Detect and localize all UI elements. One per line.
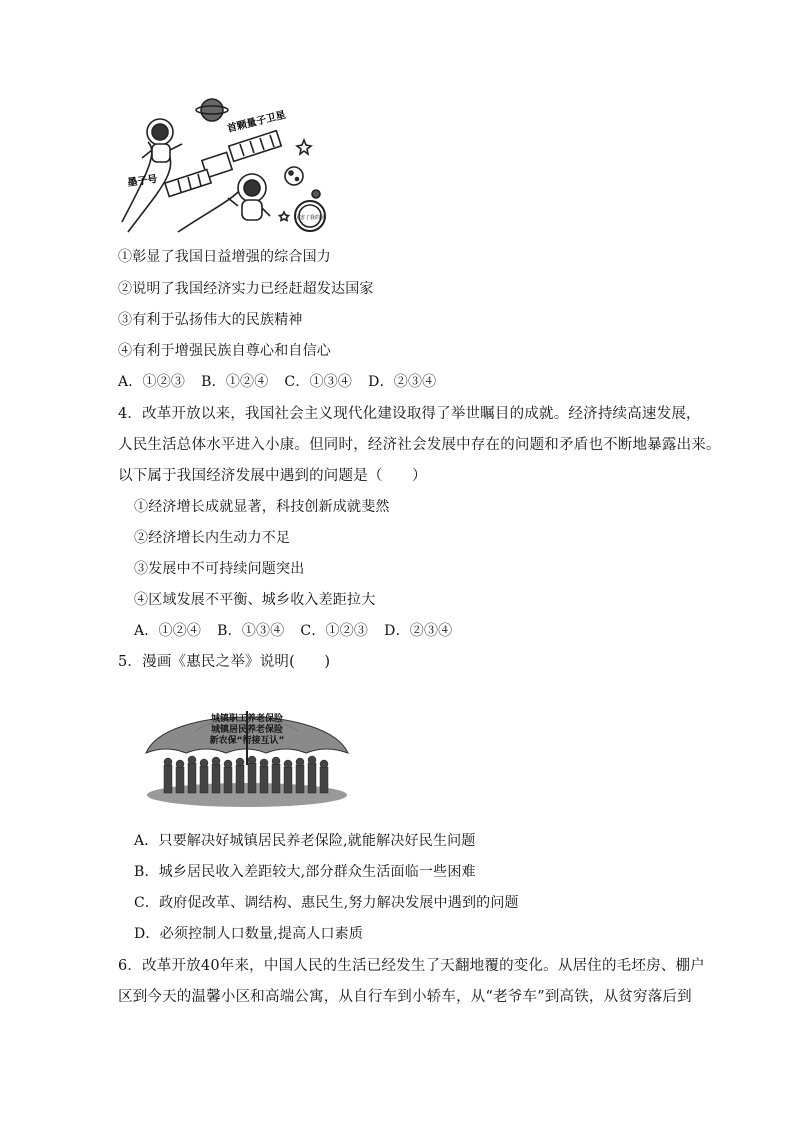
umbrella-text-2: 城镇居民养老保险 [210,725,284,735]
cartoon-label-satellite: 首颗量子卫星 [226,109,287,135]
satellite-cartoon [118,92,333,234]
q6-stem-line-1: 6．改革开放40年来，中国人民的生活已经发生了天翻地覆的变化。从居住的毛坯房、棚户 [118,958,705,974]
q6-stem-line-2: 区到今天的温馨小区和高端公寓，从自行车到小轿车，从“老爷车”到高铁，从贫穷落后到 [118,989,692,1005]
q5-option-d[interactable]: D．必须控制人口数量,提高人口素质 [134,926,364,942]
q3-option-a[interactable]: A．①②③ [118,374,186,390]
q4-stem-line-3: 以下属于我国经济发展中遇到的问题是（ ） [118,468,427,484]
q4-item-1: ①经济增长成就显著，科技创新成就斐然 [134,499,390,515]
q3-option-d[interactable]: D．②③④ [368,374,437,390]
q4-stem-line-2: 人民生活总体水平进入小康。但同时，经济社会发展中存在的问题和矛盾也不断地暴露出来。 [118,437,721,453]
q5-option-c[interactable]: C．政府促改革、调结构、惠民生,努力解决发展中遇到的问题 [134,895,519,911]
q5-option-a[interactable]: A．只要解决好城镇居民养老保险,就能解决好民生问题 [134,833,476,849]
q5-stem: 5．漫画《惠民之举》说明( ) [118,654,331,670]
q4-item-4: ④区域发展不平衡、城乡收入差距拉大 [134,592,376,608]
q4-option-b[interactable]: B．①③④ [217,623,285,639]
q4-stem-line-1: 4．改革开放以来，我国社会主义现代化建设取得了举世瞩目的成就。经济持续高速发展， [118,406,701,422]
q3-item-2: ②说明了我国经济实力已经赶超发达国家 [118,281,374,297]
q4-item-2: ②经济增长内生动力不足 [134,530,291,546]
cartoon-label-mozi: 墨子号 [126,173,159,189]
umbrella-cartoon [136,695,358,810]
q3-options [118,372,452,392]
q4-item-3: ③发展中不可持续问题突出 [134,561,305,577]
umbrella-text-1: 城镇职工养老保险 [210,714,284,724]
cartoon-badge: 厉害了我的国 [294,215,326,221]
q3-item-1: ①彰显了我国日益增强的综合国力 [118,249,331,265]
q3-item-4: ④有利于增强民族自尊心和自信心 [118,343,331,359]
q3-option-c[interactable]: C．①③④ [284,374,353,390]
q3-item-3: ③有利于弘扬伟大的民族精神 [118,312,303,328]
q4-option-c[interactable]: C．①②③ [300,623,369,639]
umbrella-text-3: 新农保“衔接互认” [209,736,285,746]
q5-option-b[interactable]: B．城乡居民收入差距较大,部分群众生活面临一些困难 [134,864,476,880]
q3-option-b[interactable]: B．①②④ [201,374,269,390]
q4-option-a[interactable]: A．①②④ [134,623,202,639]
q4-options [134,621,468,641]
q4-option-d[interactable]: D．②③④ [384,623,453,639]
